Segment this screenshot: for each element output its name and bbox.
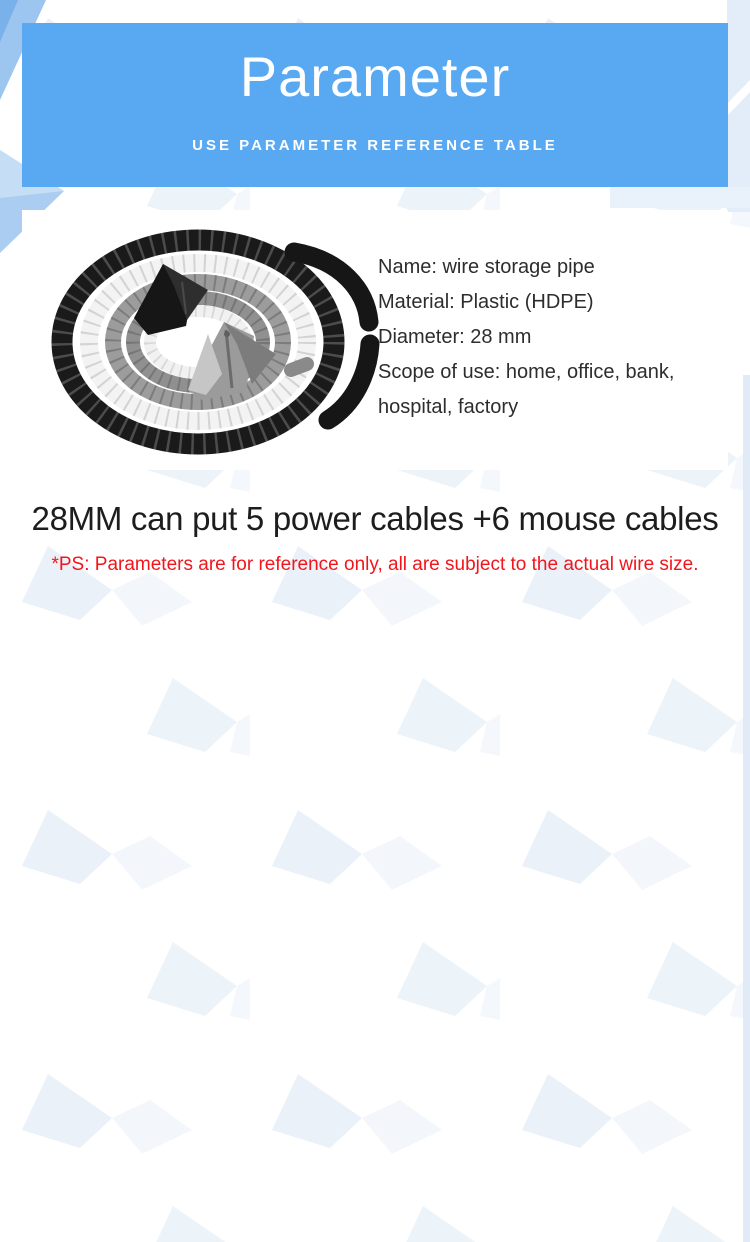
disclaimer-note: *PS: Parameters are for reference only, all are subject to the actual wire size. [51,554,699,575]
spec-line-scope-cont: hospital, factory [378,396,519,418]
spec-line-material: Material: Plastic (HDPE) [378,291,594,313]
spec-line-name: Name: wire storage pipe [378,256,595,278]
page-title: Parameter [239,45,511,108]
spec-line-scope: Scope of use: home, office, bank, [378,361,675,383]
cable-wrap-photo [36,222,381,462]
banner-subtitle: USE PARAMETER REFERENCE TABLE [192,137,558,154]
spec-line-diameter: Diameter: 28 mm [378,326,532,348]
capacity-heading: 28MM can put 5 power cables +6 mouse cables [31,500,719,537]
product-card [22,210,728,470]
parameter-banner [22,23,728,187]
spec-list [378,250,708,425]
